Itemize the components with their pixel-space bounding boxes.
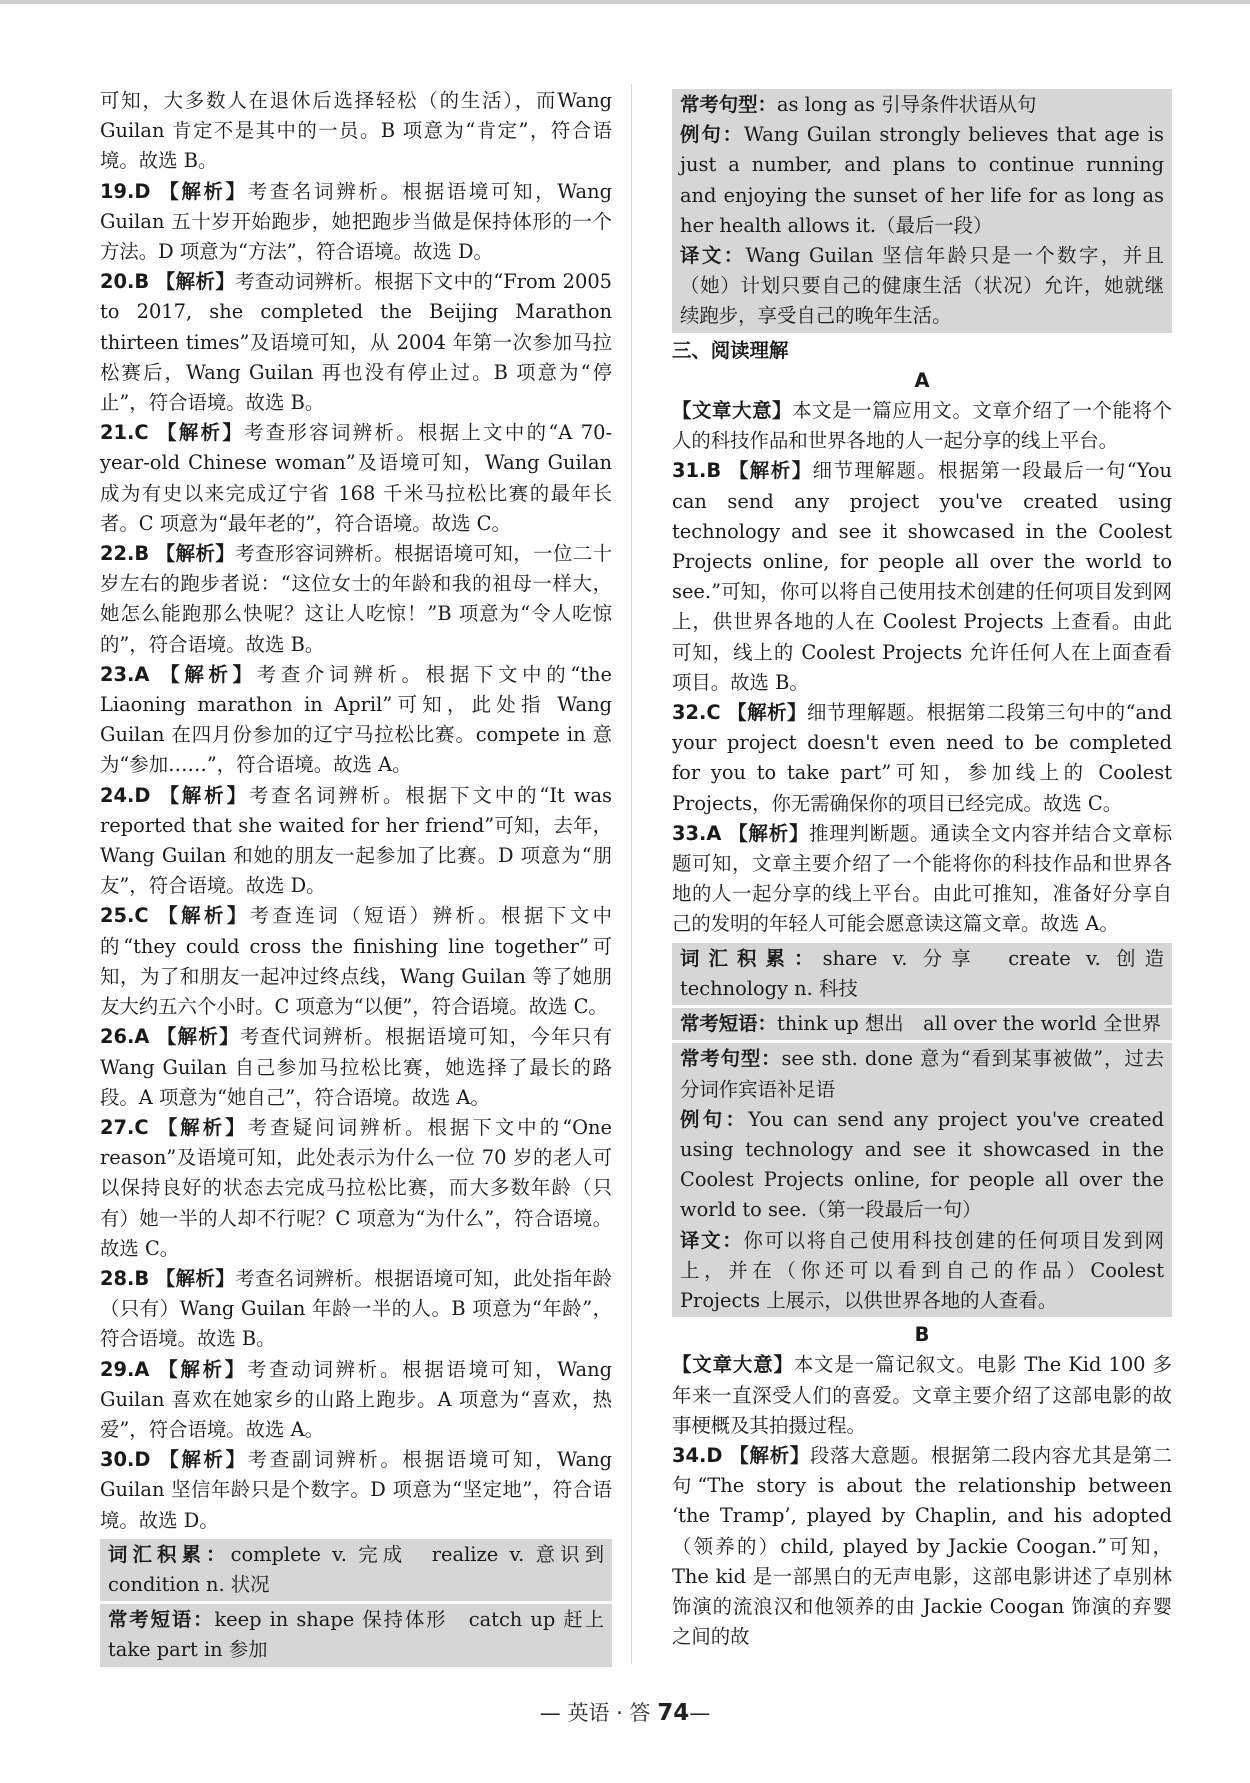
note-text: keep in shape 保持体形 catch up 赶上 take part in 参加 (108, 1608, 624, 1662)
answer-number: 26.A (100, 1025, 150, 1049)
page-footer (0, 1697, 1250, 1727)
note-line (680, 944, 1184, 1004)
analysis-tag: 【解析】 (156, 1025, 240, 1049)
right-column (672, 86, 1184, 1652)
note-line (680, 1226, 1164, 1317)
page-number: 74 (657, 1700, 690, 1726)
answer-number: 25.C (100, 904, 149, 928)
answer-text: 考查介词辨析。根据下文中的“the Liaoning marathon in April”可知，此处指 Wang Guilan 在四月份参加的辽宁马拉松比赛。compete in 意为“参加……”，符合语境。故选 A。 (100, 662, 613, 777)
answer-number: 27.C (100, 1115, 149, 1139)
analysis-tag: 【解析】 (155, 270, 236, 294)
top-rule (0, 0, 1250, 4)
answer-number: 20.B (100, 270, 150, 294)
answer-item (100, 1355, 612, 1446)
note-line (108, 1540, 624, 1600)
answer-number: 23.A (100, 662, 150, 686)
passage-summary (672, 1350, 1172, 1441)
answer-text: 推理判断题。通读全文内容并结合文章标题可知，文章主要介绍了一个能将你的科技作品和世界各地的人一起分享的线上平台。由此可推知，准备好分享自己的发明的年轻人可能会愿意读这篇文章。故选 A。 (672, 821, 1172, 936)
summary-tag: 【文章大意】 (672, 399, 793, 423)
answer-number: 31.B (672, 459, 722, 483)
analysis-tag: 【解析】 (158, 904, 250, 928)
answer-item (100, 1113, 612, 1264)
answer-text: 细节理解题。根据第一段最后一句“You can send any project you've created using technology and see it showcased in the Coolest Projects online, for people all over the world to see.”可知，你可以将自己使用技术创建的任何项目发到网上，供世界各地的人在 Coolest Projects 上查看。由此可知，线上的 Coolest Projects 允许任何人在上面查看项目。故选 B。 (672, 459, 1172, 694)
answer-number: 28.B (100, 1266, 150, 1290)
answer-text: 考查形容词辨析。根据上文中的“A 70-year-old Chinese woman”及语境可知，Wang Guilan 成为有史以来完成辽宁省 168 千米马拉松比赛的最年长者。C 项意为“最年老的”，符合语境。故选 C。 (100, 421, 613, 535)
column-divider (631, 84, 632, 1664)
answer-number: 33.A (672, 821, 722, 845)
answer-text: 考查疑问词辨析。根据下文中的“One reason”及语境可知，此处表示为什么一位 70 岁的老人可以保持良好的状态去完成马拉松比赛，而大多数年龄（只有）她一半的人却不行呢？C 项意为“为什么”，符合语境。故选 C。 (100, 1115, 613, 1260)
paragraph: 可知，大多数人在退休后选择轻松（的生活），而Wang Guilan 肯定不是其中的一员。B 项意为“肯定”，符合语境。故选 B。 (100, 89, 612, 173)
note-line (108, 1605, 624, 1665)
note-text: see sth. done 意为“看到某事被做”，过去分词作宾语补足语 (680, 1047, 1165, 1101)
note-label: 常考短语： (680, 1012, 777, 1036)
answer-number: 29.A (100, 1357, 150, 1381)
note-box (100, 1539, 624, 1601)
answer-text: 考查连词（短语）辨析。根据下文中的“they could cross the finishing line together”可知，为了和朋友一起冲过终点线，Wang Guilan 等了她朋友大约五六个小时。C 项意为“以便”，符合语境。故选 C。 (100, 904, 613, 1019)
answer-item (672, 456, 1172, 698)
note-text: share v. 分享 create v. 创造 technology n. 科技 (680, 946, 1184, 1000)
left-column (100, 86, 624, 1670)
answer-text: 考查形容词辨析。根据语境可知，一位二十岁左右的跑步者说：“这位女士的年龄和我的祖母一样大，她怎么能跑那么快呢？这让人吃惊！”B 项意为“令人吃惊的”，符合语境。故选 B。 (100, 542, 613, 656)
answer-item (100, 539, 612, 660)
note-line (680, 241, 1164, 332)
note-label: 常考句型： (680, 93, 777, 116)
note-text: You can send any project you've created using technology and see it showcased in the Coolest Projects online, for people all over the world to see.（第一段最后一句） (680, 1107, 1165, 1222)
answer-text: 细节理解题。根据第二段第三句中的“and your project doesn't even need to be completed for you to take part”可知，参加线上的 Coolest Projects，你无需确保你的项目已经完成。故选 C。 (672, 701, 1173, 815)
answer-item (672, 819, 1172, 940)
note-line (680, 1105, 1164, 1226)
answer-item (672, 1441, 1172, 1652)
answer-item (100, 418, 612, 539)
analysis-tag: 【解析】 (157, 1115, 248, 1139)
answer-item (100, 660, 612, 781)
note-line (680, 120, 1164, 241)
note-line (680, 1009, 1164, 1039)
answer-text: 考查名词辨析。根据语境可知，此处指年龄（只有）Wang Guilan 年龄一半的人。B 项意为“年龄”，符合语境。故选 B。 (100, 1266, 613, 1351)
analysis-tag: 【解析】 (160, 662, 257, 686)
analysis-tag: 【解析】 (728, 821, 810, 845)
answer-number: 34.D (672, 1443, 723, 1467)
answer-item (100, 1445, 612, 1536)
answer-number: 32.C (672, 701, 721, 725)
note-text: Wang Guilan strongly believes that age is just a number, and plans to continue running and enjoying the sunset of her life for as long as her health allows it.（最后一段） (680, 123, 1164, 237)
footer-dash: — (689, 1701, 711, 1725)
answer-item (672, 698, 1172, 819)
answer-number: 19.D (100, 179, 151, 203)
answer-item (100, 1022, 612, 1113)
note-text: think up 想出 all over the world 全世界 (776, 1012, 1162, 1036)
answer-text: 考查动词辨析。根据语境可知，Wang Guilan 喜欢在她家乡的山路上跑步。A 项意为“喜欢，热爱”，符合语境。故选 A。 (100, 1357, 613, 1441)
section-heading: 三、阅读理解 (672, 338, 789, 362)
analysis-tag: 【解析】 (159, 179, 248, 203)
note-line (680, 1044, 1164, 1104)
answer-text: 考查代词辨析。根据语境可知，今年只有 Wang Guilan 自己参加马拉松比赛，她选择了最长的路段。A 项意为“她自己”，符合语境。故选 A。 (100, 1025, 613, 1109)
summary-text: 本文是一篇记叙文。电影 The Kid 100 多年来一直深受人们的喜爱。文章主要介绍了这部电影的故事梗概及其拍摄过程。 (672, 1353, 1172, 1437)
note-label: 例句： (680, 123, 745, 147)
note-text: Wang Guilan 坚信年龄只是一个数字，并且（她）计划只要自己的健康生活（状况）允许，她就继续跑步，享受自己的晚年生活。 (680, 244, 1165, 328)
analysis-tag: 【解析】 (727, 701, 807, 725)
note-box (672, 1043, 1172, 1317)
analysis-tag: 【解析】 (729, 1443, 811, 1467)
answer-number: 21.C (100, 421, 149, 445)
summary-text: 本文是一篇应用文。文章介绍了一个能将个人的科技作品和世界各地的人一起分享的线上平台。 (672, 399, 1173, 453)
note-label: 译文： (680, 1228, 744, 1252)
note-label: 译文： (680, 244, 746, 268)
note-box (100, 1604, 624, 1666)
answer-text: 段落大意题。根据第二段内容尤其是第二句“The story is about the relationship between ‘the Tramp’, played by Chaplin, and his adopted（领养的）child, played by Jackie Coogan.”可知，The kid 是一部黑白的无声电影，这部电影讲述了卓别林饰演的流浪汉和他领养的由 Jackie Coogan 饰演的弃婴之间的故 (672, 1443, 1173, 1649)
answer-item (100, 267, 612, 418)
note-box (672, 89, 1172, 333)
note-box (672, 943, 1184, 1005)
analysis-tag: 【解析】 (728, 459, 813, 483)
analysis-tag: 【解析】 (158, 1357, 247, 1381)
analysis-tag: 【解析】 (159, 1448, 248, 1472)
analysis-tag: 【解析】 (159, 783, 249, 807)
note-line (680, 90, 1164, 120)
answer-item (100, 901, 612, 1022)
answer-text: 考查动词辨析。根据下文中的“From 2005 to 2017, she completed the Beijing Marathon thirteen times”及语境可知，从 2004 年第一次参加马拉松赛后，Wang Guilan 再也没有停止过。B 项意为“停止”，符合语境。故选 B。 (100, 270, 612, 415)
note-box (672, 1008, 1172, 1040)
note-text: 你可以将自己使用科技创建的任何项目发到网上，并在（你还可以看到自己的作品）Coolest Projects 上展示，以供世界各地的人查看。 (680, 1228, 1165, 1312)
answer-number: 24.D (100, 783, 151, 807)
analysis-tag: 【解析】 (157, 421, 245, 445)
footer-subject: — 英语 · 答 (539, 1701, 658, 1725)
answer-text: 考查名词辨析。根据下文中的“It was reported that she waited for her friend”可知，去年，Wang Guilan 和她的朋友一起参加了比赛。D 项意为“朋友”，符合语境。故选 D。 (100, 783, 613, 898)
answer-item (100, 177, 612, 268)
note-label: 词汇积累： (108, 1542, 231, 1566)
answer-text: 考查名词辨析。根据语境可知，Wang Guilan 五十岁开始跑步，她把跑步当做是保持体形的一个方法。D 项意为“方法”，符合语境。故选 D。 (100, 179, 612, 264)
analysis-tag: 【解析】 (155, 1266, 236, 1290)
passage-label: B (914, 1323, 930, 1347)
answer-item (100, 781, 612, 902)
answer-text: 考查副词辨析。根据语境可知，Wang Guilan 坚信年龄只是个数字。D 项意为“坚定地”，符合语境。故选 D。 (100, 1448, 612, 1532)
answer-number: 22.B (100, 542, 150, 566)
answer-item (100, 1264, 612, 1355)
note-label: 常考句型： (680, 1047, 782, 1071)
note-label: 常考短语： (108, 1608, 215, 1632)
note-text: complete v. 完成 realize v. 意识到 condition n. 状况 (108, 1542, 624, 1596)
note-label: 例句： (680, 1107, 749, 1131)
summary-tag: 【文章大意】 (672, 1353, 794, 1377)
answer-number: 30.D (100, 1448, 151, 1472)
passage-summary (672, 396, 1172, 456)
note-text: as long as 引导条件状语从句 (776, 93, 1037, 116)
passage-label: A (914, 368, 930, 392)
note-label: 词汇积累： (680, 946, 823, 970)
analysis-tag: 【解析】 (155, 542, 236, 566)
